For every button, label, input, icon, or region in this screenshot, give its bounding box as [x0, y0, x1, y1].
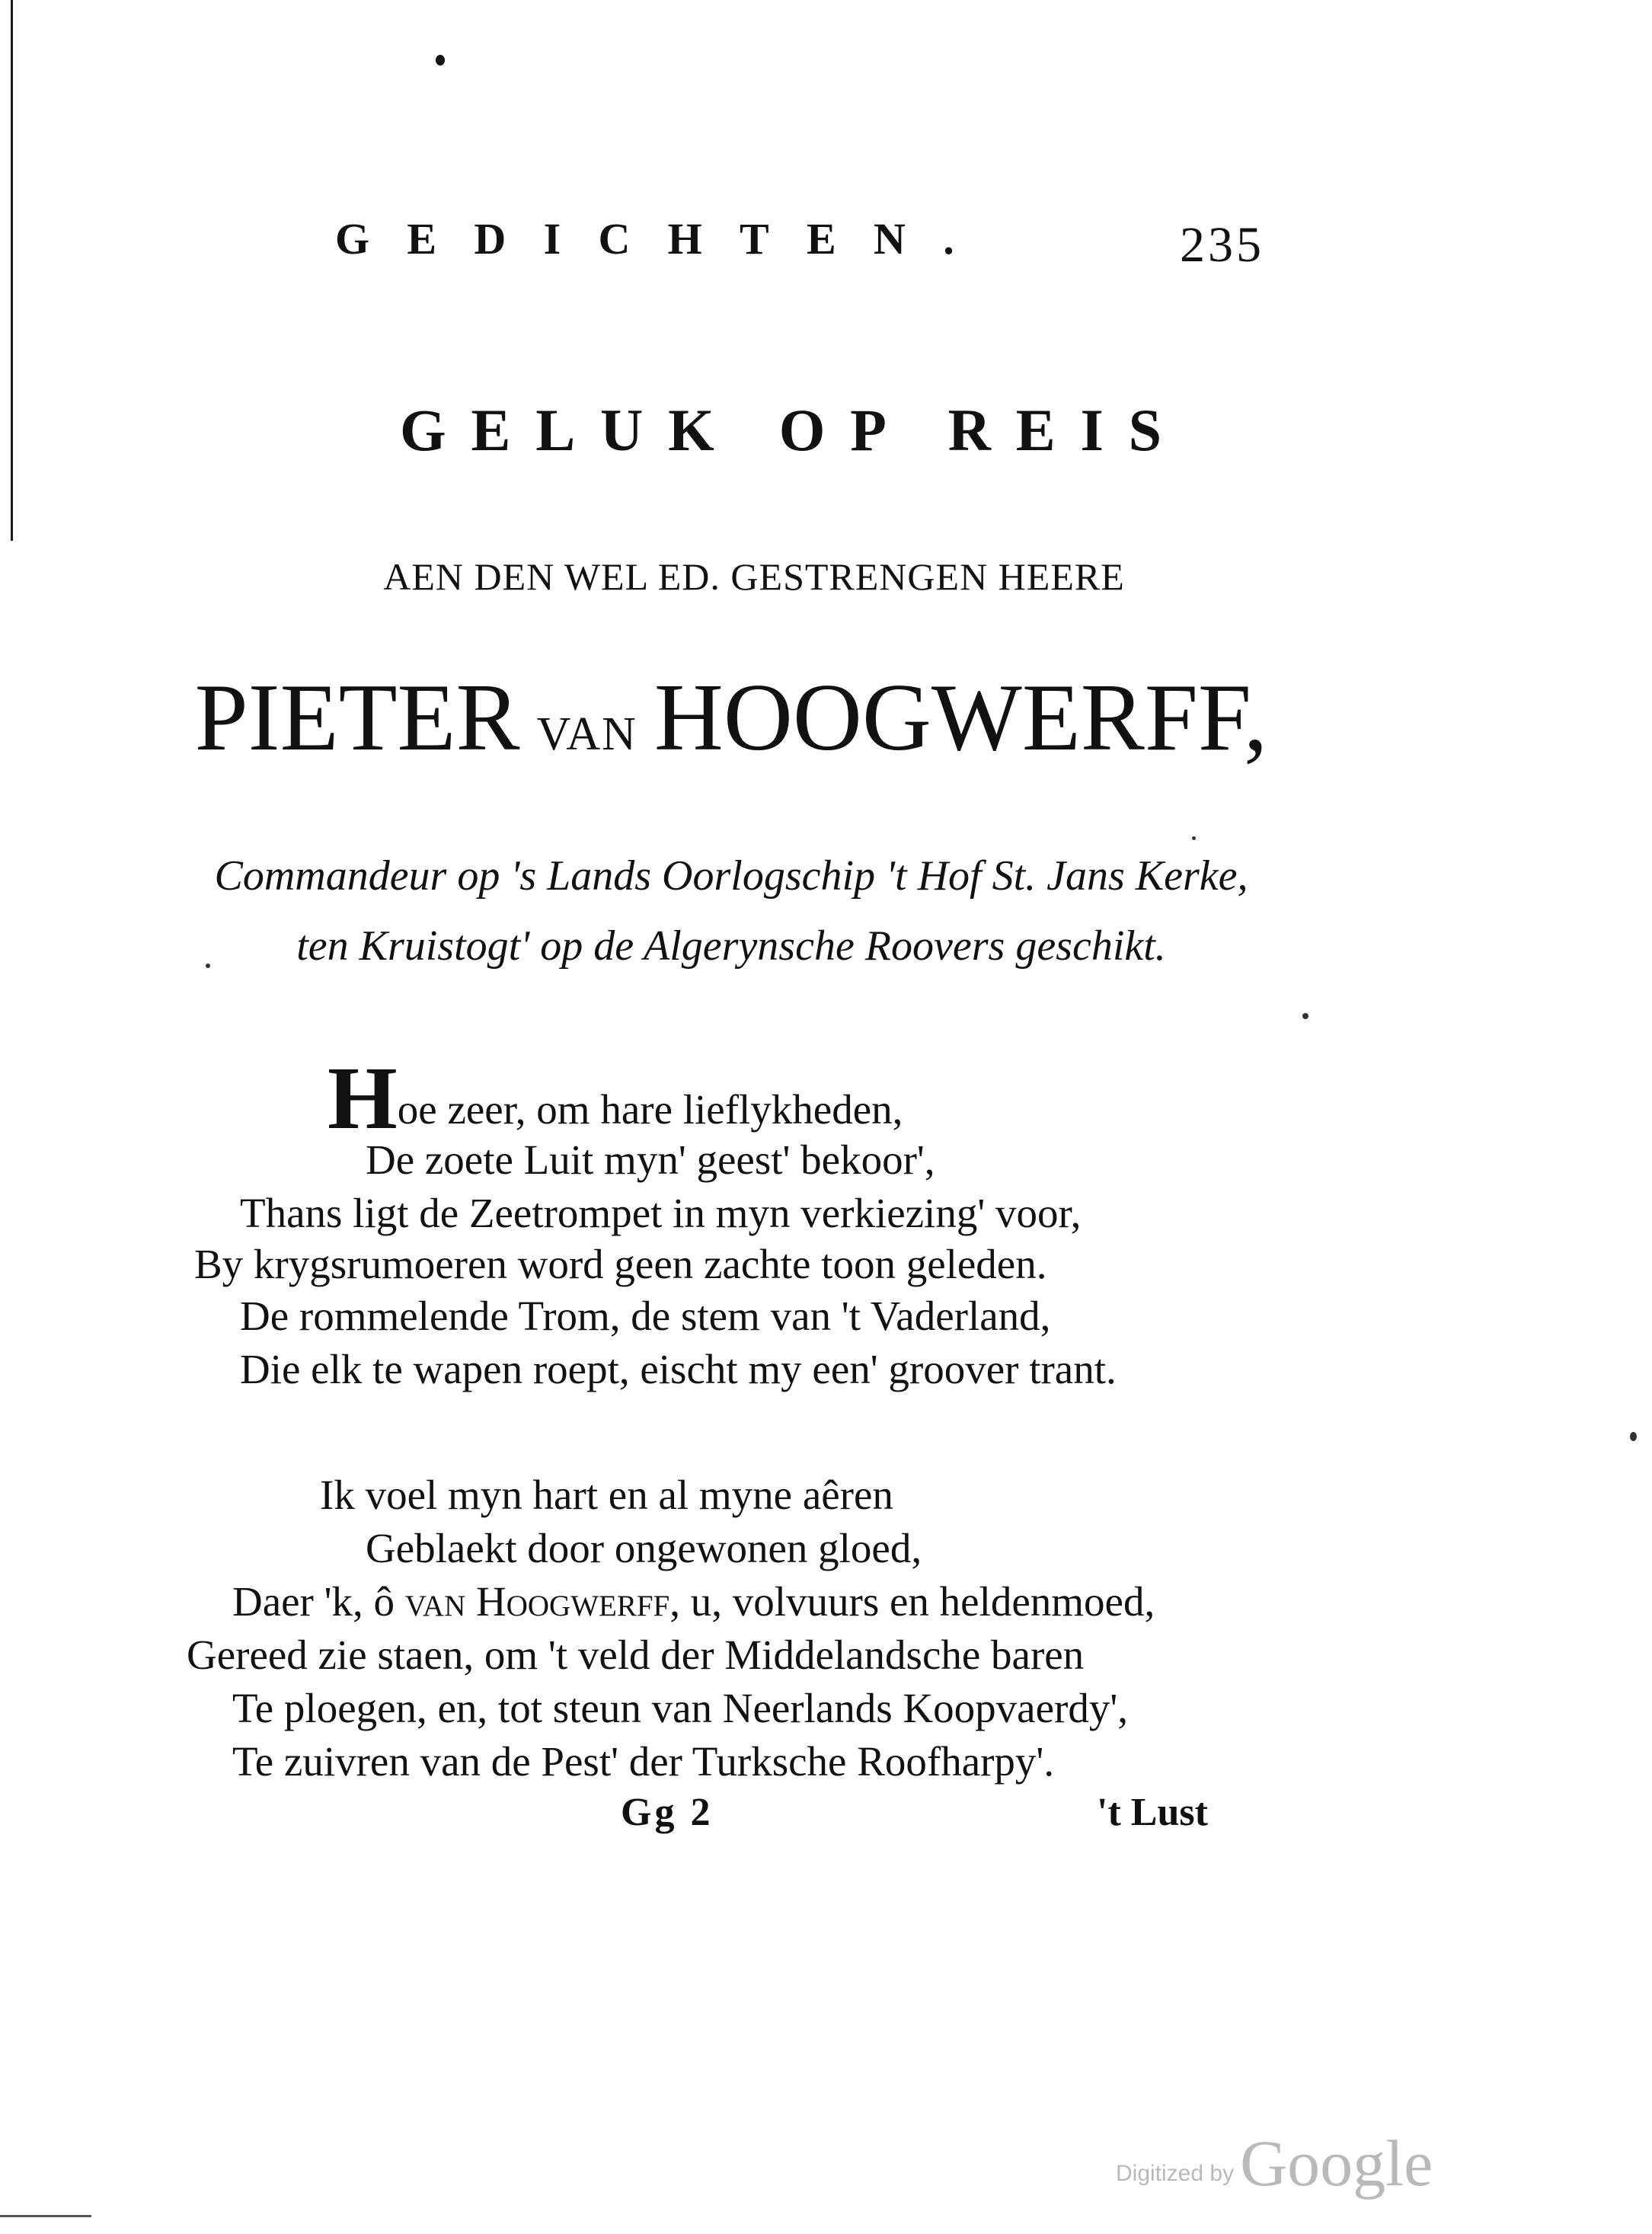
verse-line-text: , u, volvuurs en heldenmoed, — [669, 1578, 1155, 1625]
verse-line: De rommelende Trom, de stem van 't Vaderland, — [240, 1293, 1051, 1339]
verse-line: Te zuivren van de Pest' der Turksche Roofharpy'. — [232, 1738, 1055, 1785]
page-bottom-rule — [0, 2215, 91, 2217]
page-edge-rule — [11, 0, 13, 541]
drop-cap: H — [328, 1048, 398, 1148]
google-logo: Google — [1240, 2127, 1433, 2200]
digitized-watermark — [1116, 2125, 1433, 2201]
verse-line-text: Daer 'k, ô — [232, 1578, 405, 1625]
verse-line: By krygsrumoeren word geen zachte toon geleden. — [194, 1241, 1047, 1287]
verse-line: Die elk te wapen roept, eischt my een' groover trant. — [240, 1346, 1117, 1392]
dedicatee-name-prefix: VAN — [536, 708, 637, 760]
dedication-line: AEN DEN WEL ED. GESTRENGEN HEERE — [383, 555, 1125, 598]
page-number: 235 — [1180, 217, 1264, 273]
ink-speck — [1192, 836, 1196, 840]
verse-line — [232, 1578, 1155, 1625]
poem-title: GELUK OP REIS — [400, 397, 1187, 463]
dedicatee-name-inline: van Hoogwerff — [404, 1578, 670, 1625]
dedicatee-last-name: HOOGWERFF, — [653, 665, 1268, 771]
verse-line: Ik voel myn hart en al myne aêren — [320, 1472, 893, 1518]
signature-mark: Gg 2 — [621, 1791, 714, 1834]
verse-line: De zoete Luit myn' geest' bekoor', — [366, 1136, 935, 1183]
verse-line-text: oe zeer, om hare lieflykheden, — [397, 1086, 903, 1133]
subtitle-line: Commandeur op 's Lands Oorlogschip 't Hof St. Jans Kerke, — [214, 852, 1248, 900]
subtitle-line: ten Kruistogt' op de Algerynsche Roovers geschikt. — [296, 922, 1166, 970]
verse-line: Thans ligt de Zeetrompet in myn verkiezing' voor, — [240, 1190, 1082, 1236]
verse-line: Gereed zie staen, om 't veld der Middelandsche baren — [187, 1632, 1085, 1678]
dedicatee-first-name: PIETER — [194, 665, 520, 771]
ink-speck — [1630, 1432, 1637, 1441]
verse-line: Geblaekt door ongewonen gloed, — [366, 1525, 922, 1571]
ink-speck — [1302, 1013, 1308, 1019]
running-head — [335, 206, 1264, 274]
ink-dot — [436, 55, 445, 66]
dedicatee-name — [183, 665, 1280, 771]
catchword: 't Lust — [1097, 1791, 1208, 1834]
running-title: GEDICHTEN. — [335, 214, 992, 264]
digitized-by-label: Digitized by — [1116, 2161, 1235, 2186]
verse-line: Te ploegen, en, tot steun van Neerlands Koopvaerdy', — [232, 1685, 1128, 1731]
verse-line — [328, 1048, 903, 1148]
